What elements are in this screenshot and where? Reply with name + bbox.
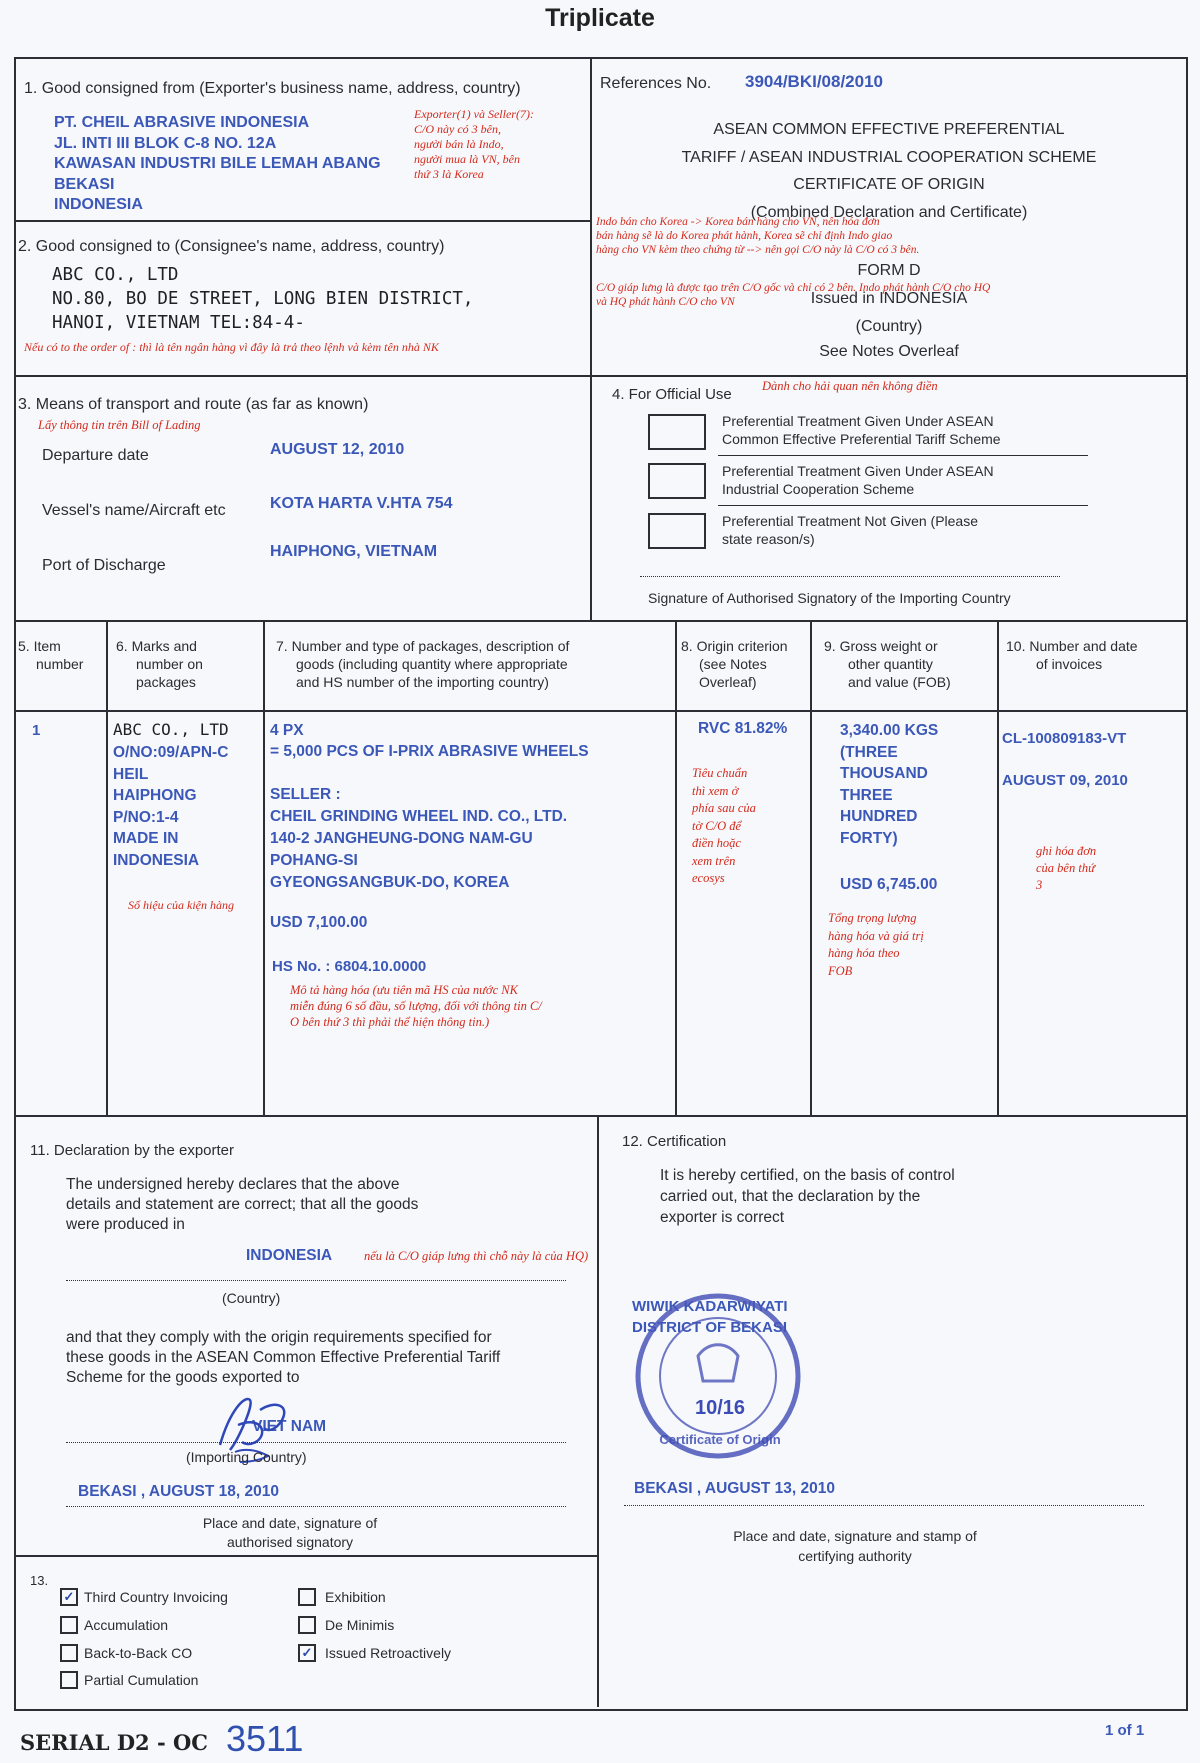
dotted-line [66,1442,566,1443]
divider [718,455,1088,456]
declaration-line: were produced in [66,1216,185,1233]
header-line: 10. Number and date [1006,638,1138,654]
note-line: bán hàng sẽ là do Korea phát hành, Korea sẽ chỉ định Indo giao [596,230,893,242]
origin-annotation [692,765,756,888]
heading-line: (Combined Declaration and Certificate) [750,203,1028,221]
ref-annotation [596,281,990,309]
item-number: 1 [32,722,41,739]
seller-line: POHANG-SI [270,852,358,869]
box12-label: 12. Certification [622,1133,727,1150]
heading-line: ASEAN COMMON EFFECTIVE PREFERENTIAL [713,121,1065,138]
note-line: xem trên [692,853,736,868]
seller-line: 140-2 JANGHEUNG-DONG NAM-GU [270,830,533,847]
divider [997,620,999,1115]
note-line: miễn đúng 6 số đầu, số lượng, đối với thông tin C/ [290,999,542,1013]
invoice-info [1002,718,1128,802]
references-label: References No. [600,75,712,92]
header-line: 6. Marks and [116,638,197,654]
certificate-heading [592,116,1186,226]
signature-dotted-line [640,576,1060,577]
form-name: FORM D [857,262,921,279]
option-line: Common Effective Preferential Tariff Scheme [722,431,1001,447]
note-line: hàng hóa và giá trị [828,928,924,943]
divider [675,620,677,1115]
note-line: người bán là Indo, [414,137,504,151]
header-line: (see Notes [699,656,767,672]
marks-line: INDONESIA [113,851,200,869]
checkbox-partial-cumulation[interactable] [60,1671,78,1689]
header-line: goods (including quantity where appropriate [296,656,568,672]
seller-line: CHEIL GRINDING WHEEL IND. CO., LTD. [270,808,568,825]
note-line: ecosys [692,871,725,885]
exporter-line: JL. INTI III BLOK C-8 NO. 12A [54,134,277,152]
option-line: Preferential Treatment Not Given (Please [722,513,979,529]
caption-line: certifying authority [798,1548,912,1564]
departure-date: AUGUST 12, 2010 [270,441,405,458]
header-line: and value (FOB) [848,674,951,690]
option-line: Industrial Cooperation Scheme [722,481,915,497]
header-line: number on [136,656,203,672]
exporter-caption [140,1514,440,1552]
official-option [722,412,1001,448]
vessel-name: KOTA HARTA V.HTA 754 [270,495,453,512]
invoice-date: AUGUST 09, 2010 [1002,772,1128,789]
header-line: of invoices [1036,656,1103,672]
box13-label: 13. [30,1573,49,1588]
issued-in: Issued in INDONESIA [810,290,968,307]
box1-label: 1. Good consigned from (Exporter's business name, address, country) [24,80,521,97]
header-line: 8. Origin criterion [681,638,788,654]
weight-annotation [828,910,924,980]
col-header-origin [681,637,788,691]
certification-line: carried out, that the declaration by the [660,1188,921,1205]
production-country: INDONESIA [246,1247,333,1264]
box4-label: 4. For Official Use [612,386,732,403]
invoice-annotation [1036,843,1096,894]
box2-label: 2. Good consigned to (Consignee's name, address, country) [18,238,445,255]
invoice-price: USD 7,100.00 [270,914,368,931]
option-line: state reason/s) [722,531,815,547]
declaration-line: details and statement are correct; that all the goods [66,1196,419,1213]
weight-line: THREE [840,786,893,804]
box1-annotation [414,107,534,182]
divider [14,710,1186,712]
marks-line: O/NO:09/APN-C [113,744,229,761]
box2-annotation: Nếu có to the order of : thì là tên ngân hàng vì đây là trả theo lệnh và kèm tên nhà NK [24,340,439,354]
marks-line: HEIL [113,765,149,783]
divider [597,1115,599,1707]
col-header-description [276,637,569,691]
port-of-discharge: HAIPHONG, VIETNAM [270,543,438,560]
certification-line: exporter is correct [660,1209,785,1226]
hs-code: HS No. : 6804.10.0000 [272,958,427,975]
official-option [722,512,978,548]
note-line: hàng hóa theo [828,946,900,960]
box3-annotation: Lấy thông tin trên Bill of Lading [38,418,201,432]
certification-line: It is hereby certified, on the basis of control [660,1167,955,1184]
note-line: Exporter(1) và Seller(7): [414,107,534,121]
official-checkbox[interactable] [648,414,706,450]
exporter-address [54,113,381,216]
official-checkbox[interactable] [648,463,706,499]
check-label: Back-to-Back CO [84,1645,193,1661]
option-line: Preferential Treatment Given Under ASEAN [722,413,994,429]
divider [14,375,1186,377]
declaration-line: these goods in the ASEAN Common Effective Preferential Tariff [66,1349,501,1366]
departure-date-label: Departure date [42,447,149,464]
seller-line: GYEONGSANGBUK-DO, KOREA [270,874,510,891]
header-line: Overleaf) [699,674,757,690]
divider [718,505,1088,506]
weight-line: (THREE [840,743,898,761]
col-header-item [18,637,83,673]
marks-line: HAIPHONG [113,787,197,804]
box11-label: 11. Declaration by the exporter [30,1142,235,1159]
divider [263,620,265,1115]
exporter-line: BEKASI [54,175,115,193]
serial-number: 3511 [226,1718,304,1759]
divider [14,620,1186,622]
col-header-invoice [1006,637,1138,673]
note-line: tờ C/O để [692,818,742,833]
note-line: 3 [1036,878,1043,892]
note-line: FOB [828,963,853,978]
fob-value: USD 6,745.00 [840,876,938,893]
weight-line: THOUSAND [840,765,928,782]
divider [810,620,812,1115]
exporter-line: KAWASAN INDUSTRI BILE LEMAH ABANG [54,155,381,172]
dotted-line [66,1280,566,1281]
authority-caption [690,1526,1020,1566]
divider [106,620,108,1115]
declaration-line: The undersigned hereby declares that the above [66,1176,400,1193]
box4-annotation: Dành cho hải quan nên không điền [762,379,938,393]
checkbox-de-minimis[interactable] [298,1616,316,1634]
note-line: của bên thứ [1036,861,1095,875]
note-line: thì xem ở [692,783,739,798]
divider [14,220,592,222]
divider [14,1555,599,1557]
header-line: and HS number of the importing country) [296,674,549,690]
stamp-number: 10/16 [694,1397,746,1419]
declaration-line: Scheme for the goods exported to [66,1369,300,1386]
header-line: 5. Item [18,638,61,654]
option-line: Preferential Treatment Given Under ASEAN [722,463,994,479]
note-line: ghi hóa đơn [1036,844,1097,858]
col-header-marks [116,637,203,691]
checkbox-back-to-back[interactable] [60,1644,78,1662]
gross-weight [840,720,938,849]
marks-typed: ABC CO., LTD [113,720,229,739]
consignee-address [52,263,473,335]
note-line: người mua là VN, bên [414,152,520,166]
caption-line: Place and date, signature of [202,1515,378,1531]
note-line: và HQ phát hành C/O cho VN [596,296,735,308]
check-label: Partial Cumulation [84,1672,199,1688]
caption-line: Place and date, signature and stamp of [733,1528,977,1544]
note-line: hàng cho VN kèm theo chứng từ --> nên gọi C/O này là C/O có 3 bên. [596,244,920,256]
country-annotation: nếu là C/O giáp lưng thì chỗ này là của HQ) [364,1249,589,1263]
checkbox-issued-retroactively[interactable]: ✓ [298,1644,316,1662]
check-label: Issued Retroactively [325,1645,452,1661]
note-line: Mô tả hàng hóa (ưu tiên mã HS của nước NK [290,983,518,997]
weight-line: 3,340.00 KGS [840,722,939,739]
marks-line: MADE IN [113,830,179,847]
consignee-line: HANOI, VIETNAM TEL:84-4- [52,313,305,333]
seller-info [270,784,567,894]
ref-annotation [596,215,919,257]
dotted-line [66,1506,566,1507]
country-caption: (Country) [855,318,923,335]
header-line: packages [136,674,196,690]
exporter-line: PT. CHEIL ABRASIVE INDONESIA [54,114,310,131]
note-line: O bên thứ 3 thì phải thể hiện thông tin.) [290,1015,490,1029]
declaration-place-date: BEKASI , AUGUST 18, 2010 [78,1483,279,1500]
col-header-weight [824,637,951,691]
note-line: phía sau của [692,801,756,815]
document-title: Triplicate [545,4,655,32]
seller-line: SELLER : [270,786,341,803]
marks-annotation: Số hiệu của kiện hàng [128,898,234,912]
note-line: điền hoặc [692,836,741,850]
check-label: Accumulation [84,1617,169,1633]
heading-line: CERTIFICATE OF ORIGIN [793,176,985,193]
weight-line: HUNDRED [840,808,918,825]
officer-line: DISTRICT OF BEKASI [632,1319,788,1336]
declaration-line: and that they comply with the origin requirements specified for [66,1329,492,1346]
note-line: Indo bán cho Korea -> Korea bán hàng cho VN, nên hóa đơn [596,216,880,228]
heading-line: TARIFF / ASEAN INDUSTRIAL COOPERATION SCHEME [681,148,1097,166]
see-notes: See Notes Overleaf [819,343,959,360]
checkbox-third-country-invoicing[interactable]: ✓ [60,1588,78,1606]
exporter-line: INDONESIA [54,196,143,213]
officer-line: WIWIK KADARWIYATI [632,1298,788,1315]
description-annotation [290,982,542,1030]
serial-label: SERIAL D2 - OC [20,1730,208,1755]
official-option [722,462,994,498]
note-line: C/O giáp lưng là được tạo trên C/O gốc và chỉ có 2 bên. Indo phát hành C/O cho HQ [596,282,991,294]
reference-number: 3904/BKI/08/2010 [745,72,883,91]
desc-line: = 5,000 PCS OF I-PRIX ABRASIVE WHEELS [270,743,589,760]
importing-country-caption: (Importing Country) [186,1449,307,1465]
desc-line: 4 PX [270,722,304,739]
dotted-line [624,1505,1144,1506]
official-checkbox[interactable] [648,513,706,549]
check-label: De Minimis [325,1617,395,1633]
box3-label: 3. Means of transport and route (as far as known) [18,396,369,413]
divider [14,1115,1186,1117]
header-line: 9. Gross weight or [824,638,938,654]
certification-text [660,1165,955,1228]
declaration-text [66,1175,418,1235]
svg-text:Certificate of Origin: Certificate of Origin [659,1432,781,1447]
check-label: Third Country Invoicing [84,1589,228,1605]
note-line: Tổng trọng lượng [828,911,917,925]
weight-line: FORTY) [840,829,898,847]
header-line: number [36,656,84,672]
note-line: C/O này có 3 bên, [414,122,501,136]
invoice-number: CL-100809183-VT [1002,730,1127,747]
marks-line: P/NO:1-4 [113,808,179,826]
consignee-line: NO.80, BO DE STREET, LONG BIEN DISTRICT, [52,289,474,309]
note-line: thứ 3 là Korea [414,167,484,181]
check-label: Exhibition [325,1589,386,1605]
caption-line: authorised signatory [226,1534,354,1550]
vessel-label: Vessel's name/Aircraft etc [42,502,226,519]
goods-description [270,720,589,762]
origin-criterion: RVC 81.82% [698,720,788,737]
header-line: other quantity [848,656,933,672]
importing-country: VIET NAM [252,1418,327,1435]
certificate-stamp [628,1286,808,1466]
port-label: Port of Discharge [42,557,166,574]
header-line: 7. Number and type of packages, description of [276,638,570,654]
shipping-marks [113,742,228,871]
page-number: 1 of 1 [1105,1722,1145,1739]
checkbox-exhibition[interactable] [298,1588,316,1606]
country-caption: (Country) [222,1290,281,1306]
certification-place-date: BEKASI , AUGUST 13, 2010 [634,1480,835,1497]
origin-requirements-text [66,1328,500,1388]
consignee-line: ABC CO., LTD [52,265,179,285]
checkbox-accumulation[interactable] [60,1616,78,1634]
importing-signature-label: Signature of Authorised Signatory of the Importing Country [648,590,1011,606]
note-line: Tiêu chuẩn [692,766,748,780]
